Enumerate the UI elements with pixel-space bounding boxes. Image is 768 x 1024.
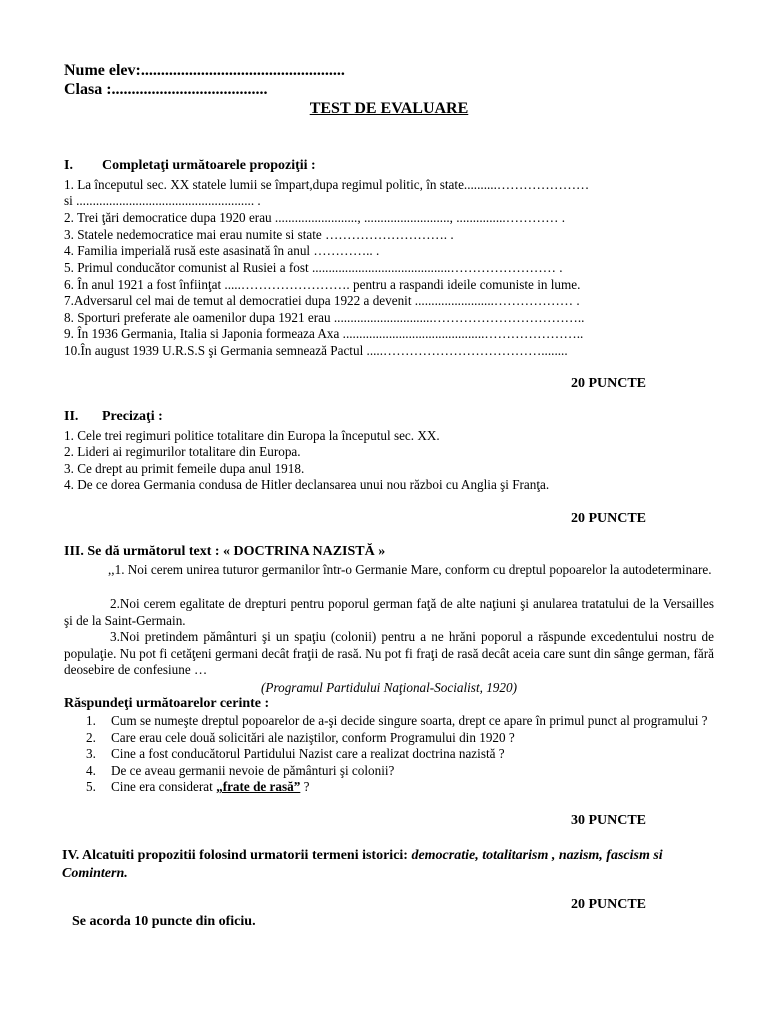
questions-list — [64, 713, 724, 796]
question-5-term: „frate de rasă” — [216, 779, 301, 794]
section-1-title: Completaţi următoarele propoziţii : — [102, 158, 316, 173]
section-4-points: 20 PUNCTE — [570, 897, 646, 912]
section-2-points: 20 PUNCTE — [570, 511, 646, 526]
section-2-item: 2. Lideri ai regimurilor totalitare din Europa. — [64, 444, 301, 459]
text-paragraph-2 — [64, 596, 714, 629]
question-text: Care erau cele două solicitări ale naziştilor, conform Programului din 1920 ? — [111, 729, 515, 745]
question-text — [111, 779, 724, 796]
section-1-item: si ...................................................... . — [64, 193, 261, 208]
section-2-title: Precizaţi : — [102, 409, 163, 424]
section-1-item: 7.Adversarul cel mai de temut al democratiei dupa 1922 a devenit ........................……………… . — [64, 293, 580, 308]
question-item — [64, 763, 724, 780]
questions-heading: Răspundeţi următoarelor cerinte : — [64, 696, 270, 711]
section-2-heading — [64, 409, 163, 425]
question-number: 1. — [86, 713, 96, 728]
text-paragraph-1 — [64, 562, 714, 579]
student-name-line: Nume elev:................................................... — [64, 62, 345, 79]
section-1-item: 4. Familia imperială rusă este asasinată în anul ………….. . — [64, 243, 380, 258]
section-1-number: I. — [64, 158, 73, 173]
section-1-item: 5. Primul conducător comunist al Rusiei a fost ..........................................…………………… . — [64, 260, 563, 275]
question-5-prefix: Cine era considerat — [111, 779, 217, 794]
section-1-heading — [64, 158, 316, 174]
section-2-item: 4. De ce dorea Germania condusa de Hitler declansarea unui nou război cu Anglia şi Franţa. — [64, 477, 550, 492]
section-3-heading: III. Se dă următorul text : « DOCTRINA NAZISTĂ » — [64, 544, 386, 559]
question-text: Cine a fost conducătorul Partidului Nazist care a realizat doctrina nazistă ? — [111, 746, 505, 761]
section-4-title: IV. Alcatuiti propozitii folosind urmatorii termeni istorici: — [62, 848, 412, 863]
section-1-item: 2. Trei ţări democratice dupa 1920 erau ........................., .........................., ...............………… . — [64, 210, 566, 225]
question-number: 3. — [86, 746, 96, 761]
question-text: Cum se numeşte dreptul popoarelor de a-şi decide singure soarta, drept ce apare în primul punct al programului ? — [111, 713, 708, 728]
question-number: 5. — [86, 779, 96, 794]
section-1-item: 6. În anul 1921 a fost înfiinţat .....……………………. pentru a raspandi ideile comuniste in lume. — [64, 277, 581, 292]
section-1-item: 10.În august 1939 U.R.S.S şi Germania semnează Pactul .....………………………………........ — [64, 343, 568, 358]
question-item — [64, 730, 724, 747]
section-4-terms: democratie, totalitarism , nazism, fascism si Comintern. — [62, 848, 663, 881]
text-paragraph-3 — [64, 629, 714, 679]
question-5-suffix: ? — [300, 779, 310, 794]
page-title: TEST DE EVALUARE — [309, 100, 469, 117]
section-2-item: 1. Cele trei regimuri politice totalitare din Europa la începutul sec. XX. — [64, 428, 440, 443]
section-2-item: 3. Ce drept au primit femeile dupa anul 1918. — [64, 461, 305, 476]
text-paragraph-1-body: ,,1. Noi cerem unirea tuturor germanilor într-o Germanie Mare, conform cu dreptul popoarelor la autodeterminare. — [108, 562, 712, 577]
question-item — [64, 779, 724, 796]
question-text: De ce aveau germanii nevoie de pământuri şi colonii? — [111, 762, 395, 778]
section-3-points: 30 PUNCTE — [570, 813, 646, 828]
question-number: 2. — [86, 729, 96, 745]
text-source: (Programul Partidului Naţional-Socialist, 1920) — [261, 680, 517, 695]
section-2-number: II. — [64, 409, 79, 424]
section-1-item: 3. Statele nedemocratice mai erau numite si state ………………………. . — [64, 227, 454, 242]
question-item — [64, 713, 724, 730]
text-paragraph-2-body: 2.Noi cerem egalitate de drepturi pentru poporul german faţă de alte naţiuni şi anularea tratatului de la Versailles şi de la Saint-Germain. — [64, 596, 714, 628]
class-line: Clasa :....................................... — [64, 81, 268, 98]
section-1-item: 9. În 1936 Germania, Italia si Japonia formeaza Axa ...........................................………………….. — [64, 326, 584, 341]
section-4-heading — [62, 847, 722, 883]
text-paragraph-3-body: 3.Noi pretindem pământuri şi un spaţiu (colonii) pentru a ne hrăni poporul a răspunde excedentului nostru de populaţie. Nu pot fi cetăţeni germani decât fraţii de rasă. Nu pot fi fraţi de rasă decât aceia care sunt din sânge german, fără deosebire de confesiune … — [64, 629, 714, 677]
section-1-item: 8. Sporturi preferate ale oamenilor dupa 1921 erau ..............................…………………………….. — [64, 310, 585, 325]
question-number: 4. — [86, 762, 96, 778]
office-points: Se acorda 10 puncte din oficiu. — [72, 914, 256, 929]
question-item — [64, 746, 724, 763]
section-1-item: 1. La începutul sec. XX statele lumii se împart,dupa regimul politic, în state..........………………… — [64, 177, 590, 192]
section-1-points: 20 PUNCTE — [570, 376, 646, 391]
